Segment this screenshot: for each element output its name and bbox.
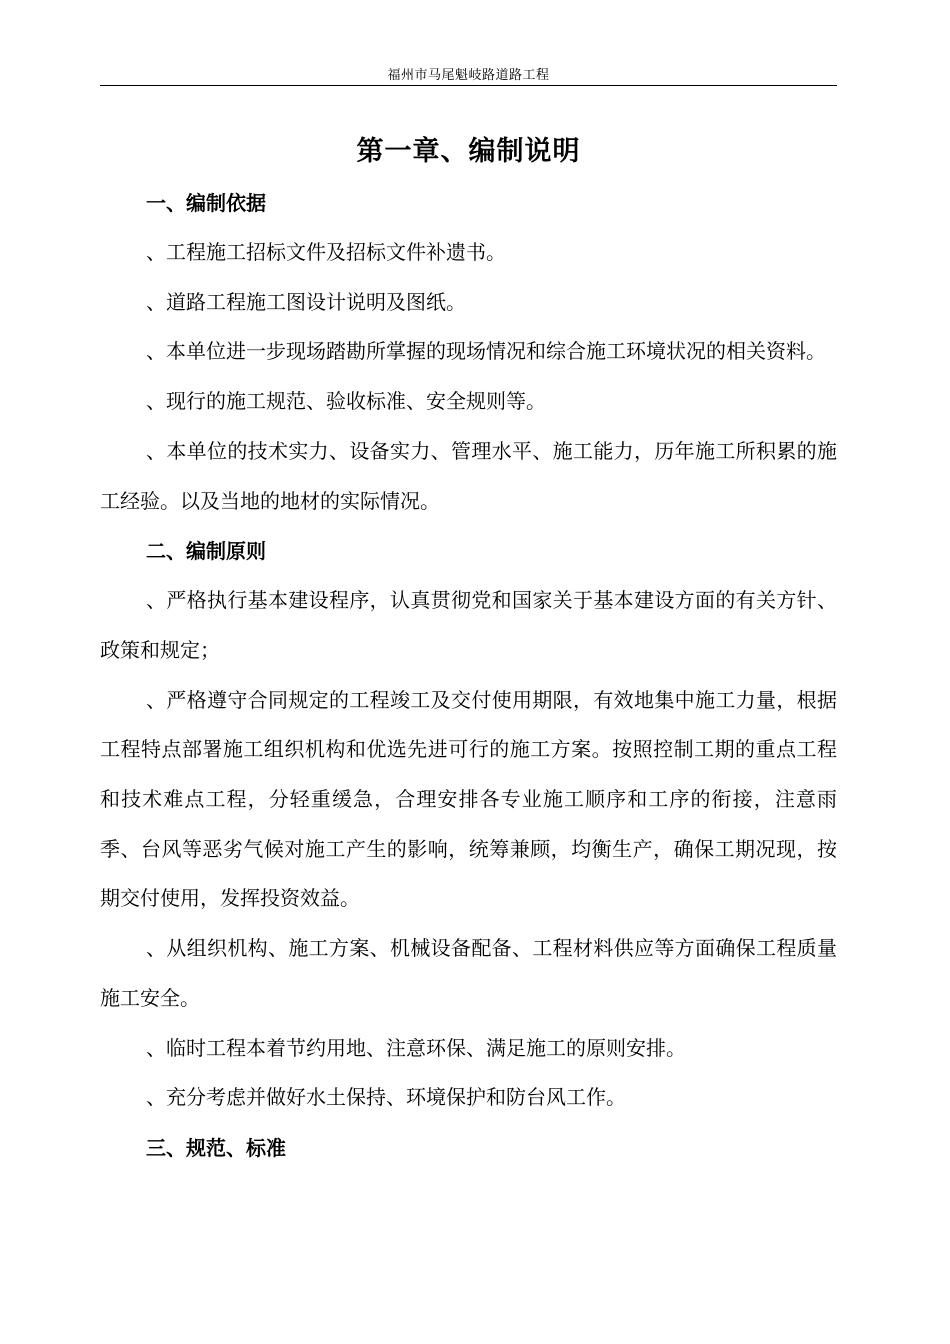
paragraph: 、从组织机构、施工方案、机械设备配备、工程材料供应等方面确保工程质量施工安全。 [100, 936, 837, 1010]
paragraph: 、充分考虑并做好水土保持、环境保护和防台风工作。 [146, 1085, 626, 1110]
paragraph: 、道路工程施工图设计说明及图纸。 [146, 289, 466, 314]
header-rule [100, 85, 837, 86]
running-header: 福州市马尾魁岐路道路工程 [387, 68, 550, 83]
paragraph: 、本单位的技术实力、设备实力、管理水平、施工能力，历年施工所积累的施工经验。以及当地的地材的实际情况。 [100, 438, 837, 513]
paragraph: 、临时工程本着节约用地、注意环保、满足施工的原则安排。 [146, 1035, 686, 1060]
section-heading: 二、编制原则 [146, 539, 266, 564]
page-content [100, 126, 837, 1173]
paragraph: 、严格执行基本建设程序，认真贯彻党和国家关于基本建设方面的有关方针、政策和规定； [100, 588, 837, 662]
paragraph: 、本单位进一步现场踏勘所掌握的现场情况和综合施工环境状况的相关资料。 [146, 339, 826, 364]
paragraph: 、严格遵守合同规定的工程竣工及交付使用期限，有效地集中施工力量，根据工程特点部署施工组织机构和优选先进可行的施工方案。按照控制工期的重点工程和技术难点工程，分轻重缓急，合理安排各专业施工顺序和工序的衔接，注意雨季、台风等恶劣气候对施工产生的影响，统筹兼顾，均衡生产，确保工期况现，按期交付使用，发挥投资效益。 [100, 687, 837, 911]
chapter-title: 第一章、编制说明 [356, 136, 581, 167]
paragraph: 、工程施工招标文件及招标文件补遗书。 [146, 240, 506, 264]
section-heading: 三、规范、标准 [146, 1135, 286, 1160]
section-heading: 一、编制依据 [146, 191, 266, 215]
paragraph: 、现行的施工规范、验收标准、安全规则等。 [146, 389, 546, 414]
